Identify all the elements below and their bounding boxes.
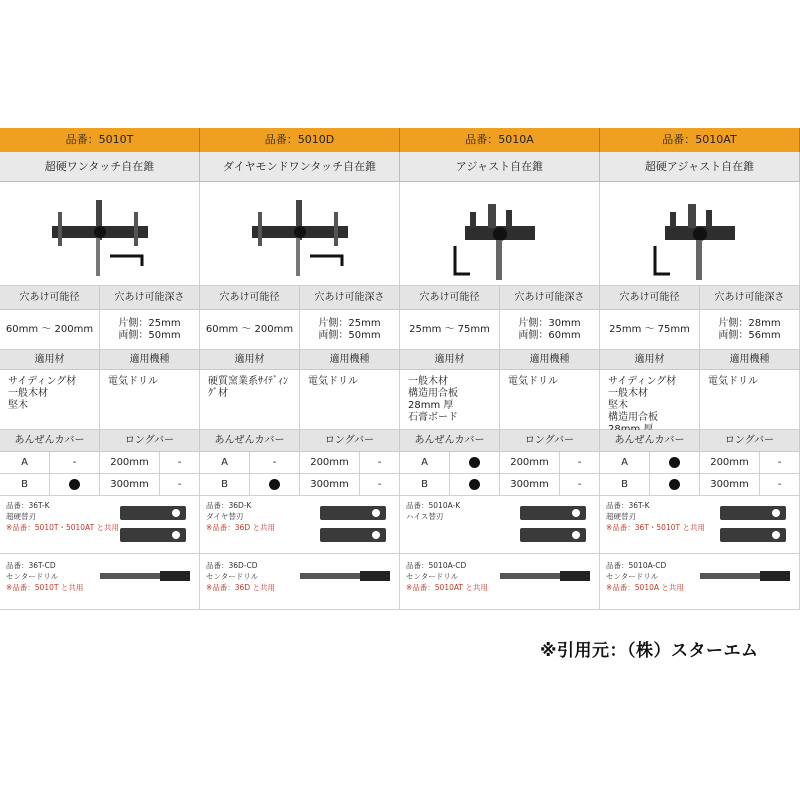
center-drill	[200, 554, 400, 610]
product-image	[400, 182, 600, 286]
drill-desc: センタードリル	[406, 572, 459, 581]
replacement-blade	[200, 496, 400, 554]
hole-diameter-value: 25mm 〜 75mm	[400, 310, 500, 350]
cover-mark	[50, 452, 100, 474]
material-item: 硬質窯業系ｻｲﾃﾞｨﾝｸﾞ材	[208, 376, 288, 399]
drill-note: ※品番：5010A と共用	[606, 583, 684, 592]
hole-depth-value	[700, 310, 800, 350]
cover-mark	[250, 452, 300, 474]
product-column	[0, 128, 200, 618]
blade-text	[606, 500, 705, 533]
hole-depth-label: 穴あけ可能深さ	[700, 286, 800, 310]
drill-bit-icon	[700, 568, 792, 584]
blade-image	[118, 502, 194, 550]
replacement-blade	[400, 496, 600, 554]
material-label: 適用材	[600, 350, 700, 370]
material-item: 一般木材	[8, 388, 48, 399]
replacement-blade	[600, 496, 800, 554]
material-item: 堅木	[8, 400, 28, 411]
blade-image	[718, 502, 794, 550]
cover-mark	[650, 474, 700, 496]
hole-diameter-label: 穴あけ可能径	[200, 286, 300, 310]
drill-image	[100, 568, 192, 584]
machine-value: 電気ドリル	[508, 376, 558, 387]
product-column	[400, 128, 600, 618]
depth-lines	[118, 318, 180, 342]
longbar-mark: -	[160, 452, 200, 474]
longbar-label: ロングバー	[300, 430, 400, 452]
machine-label: 適用機種	[500, 350, 600, 370]
depth-lines	[318, 318, 380, 342]
center-drill	[600, 554, 800, 610]
drill-image	[300, 568, 392, 584]
cover-code: A	[0, 452, 50, 474]
drill-bit-icon	[100, 568, 192, 584]
machine-value: 電気ドリル	[708, 376, 758, 387]
longbar-label: ロングバー	[500, 430, 600, 452]
filled-circle-icon	[469, 479, 480, 490]
materials-list	[0, 370, 100, 430]
cover-code: B	[0, 474, 50, 496]
drill-bit-icon	[300, 568, 392, 584]
longbar-mark: -	[760, 452, 800, 474]
drill-code: 品番：5010A-CD	[406, 561, 467, 570]
depth-one-side: 片側：25mm	[118, 317, 181, 329]
material-item: 構造用合板	[608, 412, 658, 423]
filled-circle-icon	[669, 457, 680, 468]
material-item: 一般木材	[408, 376, 448, 387]
depth-both-sides: 両側：50mm	[318, 329, 381, 341]
blade-image	[518, 502, 594, 550]
product-name: 超硬アジャスト自在錐	[600, 152, 800, 182]
machine-value-cell	[100, 370, 200, 430]
product-name: アジャスト自在錐	[400, 152, 600, 182]
product-image	[600, 182, 800, 286]
cover-mark	[50, 474, 100, 496]
material-label: 適用材	[200, 350, 300, 370]
blade-desc: 超硬替刃	[606, 512, 636, 521]
hole-depth-label: 穴あけ可能深さ	[500, 286, 600, 310]
tool-image-adjust	[600, 182, 799, 286]
longbar-mark: -	[360, 452, 400, 474]
longbar-mark: -	[560, 474, 600, 496]
drill-image	[500, 568, 592, 584]
material-item: 堅木	[608, 400, 628, 411]
product-model-header: 品番：5010T	[0, 128, 200, 152]
drill-code: 品番：36D-CD	[206, 561, 258, 570]
machine-label: 適用機種	[700, 350, 800, 370]
drill-bit-icon	[500, 568, 592, 584]
cover-code: B	[200, 474, 250, 496]
longbar-length: 300mm	[700, 474, 760, 496]
drill-desc: センタードリル	[6, 572, 59, 581]
blade-note: ※品番：36D と共用	[206, 523, 275, 532]
blade-text	[6, 500, 119, 533]
longbar-length: 300mm	[100, 474, 160, 496]
material-item: サイディング材	[608, 376, 677, 387]
blade-desc: ダイヤ替刃	[206, 512, 244, 521]
dash-icon: -	[272, 456, 277, 468]
drill-text	[406, 560, 488, 593]
blade-code: 品番：36T-K	[6, 501, 50, 510]
hole-diameter-label: 穴あけ可能径	[600, 286, 700, 310]
machine-label: 適用機種	[100, 350, 200, 370]
blade-code: 品番：36T-K	[606, 501, 650, 510]
cover-code: B	[400, 474, 450, 496]
longbar-mark: -	[160, 474, 200, 496]
hole-depth-label: 穴あけ可能深さ	[100, 286, 200, 310]
safety-cover-label: あんぜんカバー	[400, 430, 500, 452]
longbar-label: ロングバー	[700, 430, 800, 452]
source-credit: ※引用元：（株）スターエム	[540, 641, 759, 661]
drill-text	[206, 560, 275, 593]
drill-desc: センタードリル	[206, 572, 259, 581]
product-name: 超硬ワンタッチ自在錐	[0, 152, 200, 182]
drill-note: ※品番：5010AT と共用	[406, 583, 488, 592]
depth-one-side: 片側：28mm	[718, 317, 781, 329]
longbar-mark: -	[560, 452, 600, 474]
blade-desc: ハイス替刃	[406, 512, 444, 521]
hole-diameter-value: 60mm 〜 200mm	[200, 310, 300, 350]
product-model-header: 品番：5010D	[200, 128, 400, 152]
machine-value-cell	[500, 370, 600, 430]
product-model-header: 品番：5010A	[400, 128, 600, 152]
cover-code: A	[600, 452, 650, 474]
drill-note: ※品番：36D と共用	[206, 583, 275, 592]
cover-mark	[450, 474, 500, 496]
hole-depth-value	[500, 310, 600, 350]
filled-circle-icon	[469, 457, 480, 468]
blade-text	[206, 500, 275, 533]
machine-label: 適用機種	[300, 350, 400, 370]
cover-code: A	[200, 452, 250, 474]
hole-depth-value	[100, 310, 200, 350]
machine-value: 電気ドリル	[308, 376, 358, 387]
longbar-length: 200mm	[500, 452, 560, 474]
machine-value-cell	[300, 370, 400, 430]
product-column	[200, 128, 400, 618]
longbar-length: 200mm	[700, 452, 760, 474]
center-drill	[0, 554, 200, 610]
filled-circle-icon	[69, 479, 80, 490]
dash-icon: -	[72, 456, 77, 468]
depth-both-sides: 両側：50mm	[118, 329, 181, 341]
depth-both-sides: 両側：60mm	[518, 329, 581, 341]
materials-list	[200, 370, 300, 430]
longbar-length: 200mm	[300, 452, 360, 474]
filled-circle-icon	[269, 479, 280, 490]
blade-note: ※品番：36T・5010T と共用	[606, 523, 705, 532]
depth-lines	[718, 318, 780, 342]
replacement-blade	[0, 496, 200, 554]
depth-one-side: 片側：30mm	[518, 317, 581, 329]
machine-value-cell	[700, 370, 800, 430]
product-image	[0, 182, 200, 286]
drill-code: 品番：5010A-CD	[606, 561, 667, 570]
blade-note: ※品番：5010T・5010AT と共用	[6, 523, 120, 532]
safety-cover-label: あんぜんカバー	[600, 430, 700, 452]
blade-desc: 超硬替刃	[6, 512, 36, 521]
tool-image-adjust	[400, 182, 599, 286]
longbar-label: ロングバー	[100, 430, 200, 452]
safety-cover-label: あんぜんカバー	[0, 430, 100, 452]
longbar-length: 300mm	[500, 474, 560, 496]
filled-circle-icon	[669, 479, 680, 490]
longbar-mark: -	[360, 474, 400, 496]
drill-text	[6, 560, 83, 593]
depth-lines	[518, 318, 580, 342]
material-item: 構造用合板 28mm 厚	[408, 388, 458, 411]
machine-value: 電気ドリル	[108, 376, 158, 387]
hole-diameter-value: 25mm 〜 75mm	[600, 310, 700, 350]
cover-mark	[450, 452, 500, 474]
drill-desc: センタードリル	[606, 572, 659, 581]
blade-icon	[518, 502, 594, 550]
depth-both-sides: 両側：56mm	[718, 329, 781, 341]
product-image	[200, 182, 400, 286]
material-item: 石膏ボード	[408, 412, 458, 423]
cover-mark	[250, 474, 300, 496]
hole-diameter-label: 穴あけ可能径	[400, 286, 500, 310]
blade-text	[406, 500, 460, 522]
materials-list	[600, 370, 700, 430]
blade-icon	[318, 502, 394, 550]
safety-cover-label: あんぜんカバー	[200, 430, 300, 452]
blade-icon	[718, 502, 794, 550]
hole-diameter-value: 60mm 〜 200mm	[0, 310, 100, 350]
product-name: ダイヤモンドワンタッチ自在錐	[200, 152, 400, 182]
cover-code: B	[600, 474, 650, 496]
cover-mark	[650, 452, 700, 474]
cover-code: A	[400, 452, 450, 474]
longbar-length: 300mm	[300, 474, 360, 496]
drill-image	[700, 568, 792, 584]
blade-icon	[118, 502, 194, 550]
material-label: 適用材	[400, 350, 500, 370]
depth-one-side: 片側：25mm	[318, 317, 381, 329]
tool-image-onetouch	[200, 182, 399, 286]
blade-image	[318, 502, 394, 550]
drill-text	[606, 560, 684, 593]
material-item: サイディング材	[8, 376, 77, 387]
materials-list	[400, 370, 500, 430]
material-label: 適用材	[0, 350, 100, 370]
hole-diameter-label: 穴あけ可能径	[0, 286, 100, 310]
center-drill	[400, 554, 600, 610]
blade-code: 品番：5010A-K	[406, 501, 461, 510]
tool-image-onetouch	[0, 182, 199, 286]
product-model-header: 品番：5010AT	[600, 128, 800, 152]
longbar-mark: -	[760, 474, 800, 496]
longbar-length: 200mm	[100, 452, 160, 474]
hole-depth-value	[300, 310, 400, 350]
drill-note: ※品番：5010T と共用	[6, 583, 84, 592]
material-item: 一般木材	[608, 388, 648, 399]
product-column	[600, 128, 800, 618]
drill-code: 品番：36T-CD	[6, 561, 56, 570]
hole-depth-label: 穴あけ可能深さ	[300, 286, 400, 310]
blade-code: 品番：36D-K	[206, 501, 252, 510]
